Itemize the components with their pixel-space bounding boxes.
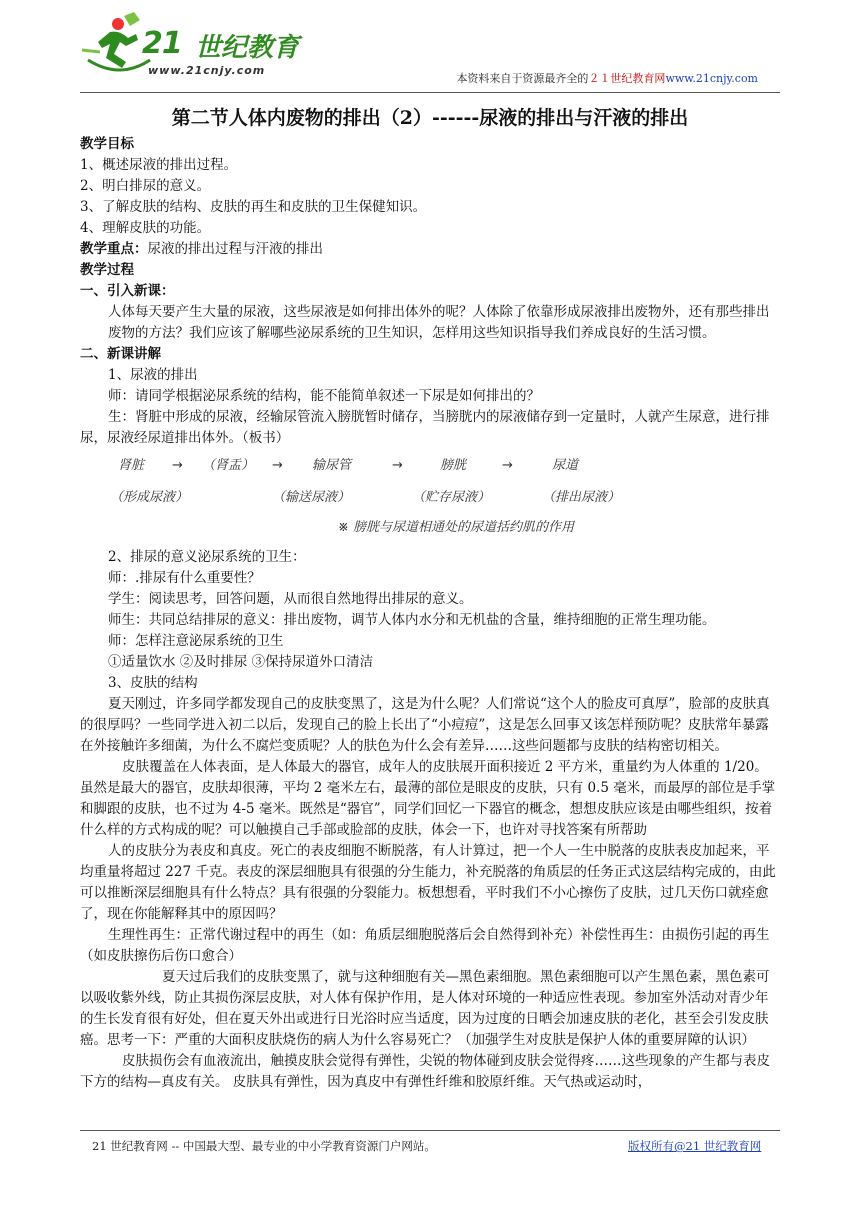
footer-divider <box>80 1130 780 1131</box>
paragraph: 夏天刚过，许多同学都发现自己的皮肤变黑了，这是为什么呢？人们常说“这个人的脸皮可真厚”，脸部的皮肤真的很厚吗？一些同学进入初二以后，发现自己的脸上长出了“小痘痘”，这是怎么回事又该怎样预防呢？皮肤常年暴露在外接触许多细菌，为什么不腐烂变质呢？人的肤色为什么会有差异……这些问题都与皮肤的结构密切相关。 <box>80 696 770 754</box>
paragraph: 夏天过后我们的皮肤变黑了，就与这种细胞有关—黑色素细胞。黑色素细胞可以产生黑色素，黑色素可以吸收紫外线，防止其损伤深层皮肤，对人体有保护作用，是人体对环境的一种适应性表现。参加室外活动对青少年的生长发育很有好处，但在夏天外出或进行日光浴时应当适度，因为过度的日晒会加速皮肤的老化，甚至会引发皮肤癌。思考一下：严重的大面积皮肤烧伤的病人为什么容易死亡？（加强学生对皮肤是保护人体的重要屏障的认识） <box>80 969 770 1048</box>
flow-arrow: → <box>392 458 403 473</box>
flow-note: ※ 膀胱与尿道相通处的尿道括约肌的作用 <box>338 520 575 535</box>
teacher-question: 师：请同学根据泌尿系统的结构，能不能简单叙述一下尿是如何排出的？ <box>108 388 540 404</box>
source-site-link[interactable]: ２１世纪教育网 <box>588 72 666 85</box>
page-header <box>80 10 780 88</box>
student-answer: 生：肾脏中形成的尿液，经输尿管流入膀胱暂时储存，当膀胱内的尿液储存到一定量时，人就产生尿意，进行排尿，尿液经尿道排出体外。（板书） <box>80 409 770 446</box>
subheading-skin: 3、皮肤的结构 <box>108 675 198 691</box>
subheading-urine: 1、尿液的排出 <box>108 367 198 383</box>
objective-item: 1、概述尿液的排出过程。 <box>80 157 238 173</box>
objectives-heading: 教学目标 <box>80 136 134 152</box>
footer-text: 21 世纪教育网 -- 中国最大型、最专业的中小学教育资源门户网站。 <box>92 1139 436 1153</box>
section2-heading: 二、新课讲解 <box>80 346 161 362</box>
flow-node: 尿道 <box>552 458 579 473</box>
student-answer: 学生：阅读思考，回答问题，从而很自然地得出排尿的意义。 <box>108 591 473 607</box>
flow-node: （肾盂） <box>202 458 255 473</box>
subheading-meaning: 2、排尿的意义泌尿系统的卫生： <box>108 549 306 565</box>
logo-text: 世纪教育 <box>195 33 300 63</box>
site-logo[interactable] <box>80 10 330 80</box>
flow-arrow: → <box>502 458 513 473</box>
section1-heading: 一、引入新课： <box>80 283 175 299</box>
paragraph: 皮肤覆盖在人体表面，是人体最大的器官，成年人的皮肤展开面积接近 2 平方米，重量约为人体重的 1/20。虽然是最大的器官，皮肤却很薄，平均 2 毫米左右，最薄的部位是眼皮的皮肤，只有 0.5 毫米，而最厚的部位是手掌和脚跟的皮肤，也不过为 4-5 毫米。既然是“器官”，同学们回忆一下器官的概念，想想皮肤应该是由哪些组织，按着什么样的方式构成的呢？可以触摸自己手部或脸部的皮肤，体会一下，也许对寻找答案有所帮助 <box>80 759 776 838</box>
paragraph: 生理性再生：正常代谢过程中的再生（如：角质层细胞脱落后会自然得到补充）补偿性再生：由损伤引起的再生（如皮肤擦伤后伤口愈合） <box>80 927 770 964</box>
hygiene-list: ①适量饮水 ②及时排尿 ③保持尿道外口清洁 <box>108 654 374 670</box>
teacher-question: 师：.排尿有什么重要性？ <box>108 570 261 586</box>
flow-label: （形成尿液） <box>110 490 189 505</box>
focus-text: 尿液的排出过程与汗液的排出 <box>147 241 323 257</box>
document-body <box>80 104 780 1093</box>
flow-node: 输尿管 <box>312 458 352 473</box>
focus-line <box>80 239 780 260</box>
header-divider <box>80 92 780 93</box>
focus-label: 教学重点： <box>80 241 148 257</box>
objective-item: 3、了解皮肤的结构、皮肤的再生和皮肤的卫生保健知识。 <box>80 199 427 215</box>
summary-text: 师生：共同总结排尿的意义：排出废物，调节人体内水分和无机盐的含量，维持细胞的正常生理功能。 <box>108 612 716 628</box>
paragraph: 人的皮肤分为表皮和真皮。死亡的表皮细胞不断脱落，有人计算过，把一个人一生中脱落的皮肤表皮加起来，平均重量将超过 227 千克。表皮的深层细胞具有很强的分生能力，补充脱落的角质层的任务正式这层结构完成的，由此可以推断深层细胞具有什么特点？具有很强的分裂能力。板想想看，平时我们不小心擦伤了皮肤，过几天伤口就痊愈了，现在你能解释其中的原因吗？ <box>80 843 776 922</box>
process-heading: 教学过程 <box>80 262 134 278</box>
source-url-link[interactable]: www.21cnjy.com <box>665 72 758 85</box>
flow-node: 肾脏 <box>118 458 145 473</box>
flow-label: （贮存尿液） <box>412 490 491 505</box>
objective-item: 4、理解皮肤的功能。 <box>80 220 211 236</box>
copyright-link[interactable]: 版权所有@21 世纪教育网 <box>628 1139 762 1153</box>
flow-label: （排出尿液） <box>542 490 621 505</box>
source-prefix: 本资料来自于资源最齐全的 <box>456 72 589 85</box>
logo-url: www.21cnjy.com <box>148 64 266 77</box>
logo-number: 21 <box>142 26 182 61</box>
section1-text: 人体每天要产生大量的尿液，这些尿液是如何排出体外的呢？人体除了依靠形成尿液排出废物外，还有那些排出废物的方法？我们应该了解哪些泌尿系统的卫生知识，怎样用这些知识指导我们养成良好的生活习惯。 <box>108 304 770 341</box>
flow-label: （输送尿液） <box>272 490 351 505</box>
page-title: 第二节人体内废物的排出（2）------尿液的排出与汗液的排出 <box>171 107 689 129</box>
source-note <box>456 70 758 86</box>
objective-item: 2、明白排尿的意义。 <box>80 178 211 194</box>
paragraph: 皮肤损伤会有血液流出，触摸皮肤会觉得有弹性，尖锐的物体碰到皮肤会觉得疼……这些现象的产生都与表皮下方的结构—真皮有关。 皮肤具有弹性，因为真皮中有弹性纤维和胶原纤维。天气热或运动时， <box>80 1053 770 1090</box>
teacher-question: 师：怎样注意泌尿系统的卫生 <box>108 633 284 649</box>
urine-flow-diagram <box>110 451 780 545</box>
flow-node: 膀胱 <box>440 458 467 473</box>
flow-arrow: → <box>172 458 183 473</box>
flow-arrow: → <box>272 458 283 473</box>
